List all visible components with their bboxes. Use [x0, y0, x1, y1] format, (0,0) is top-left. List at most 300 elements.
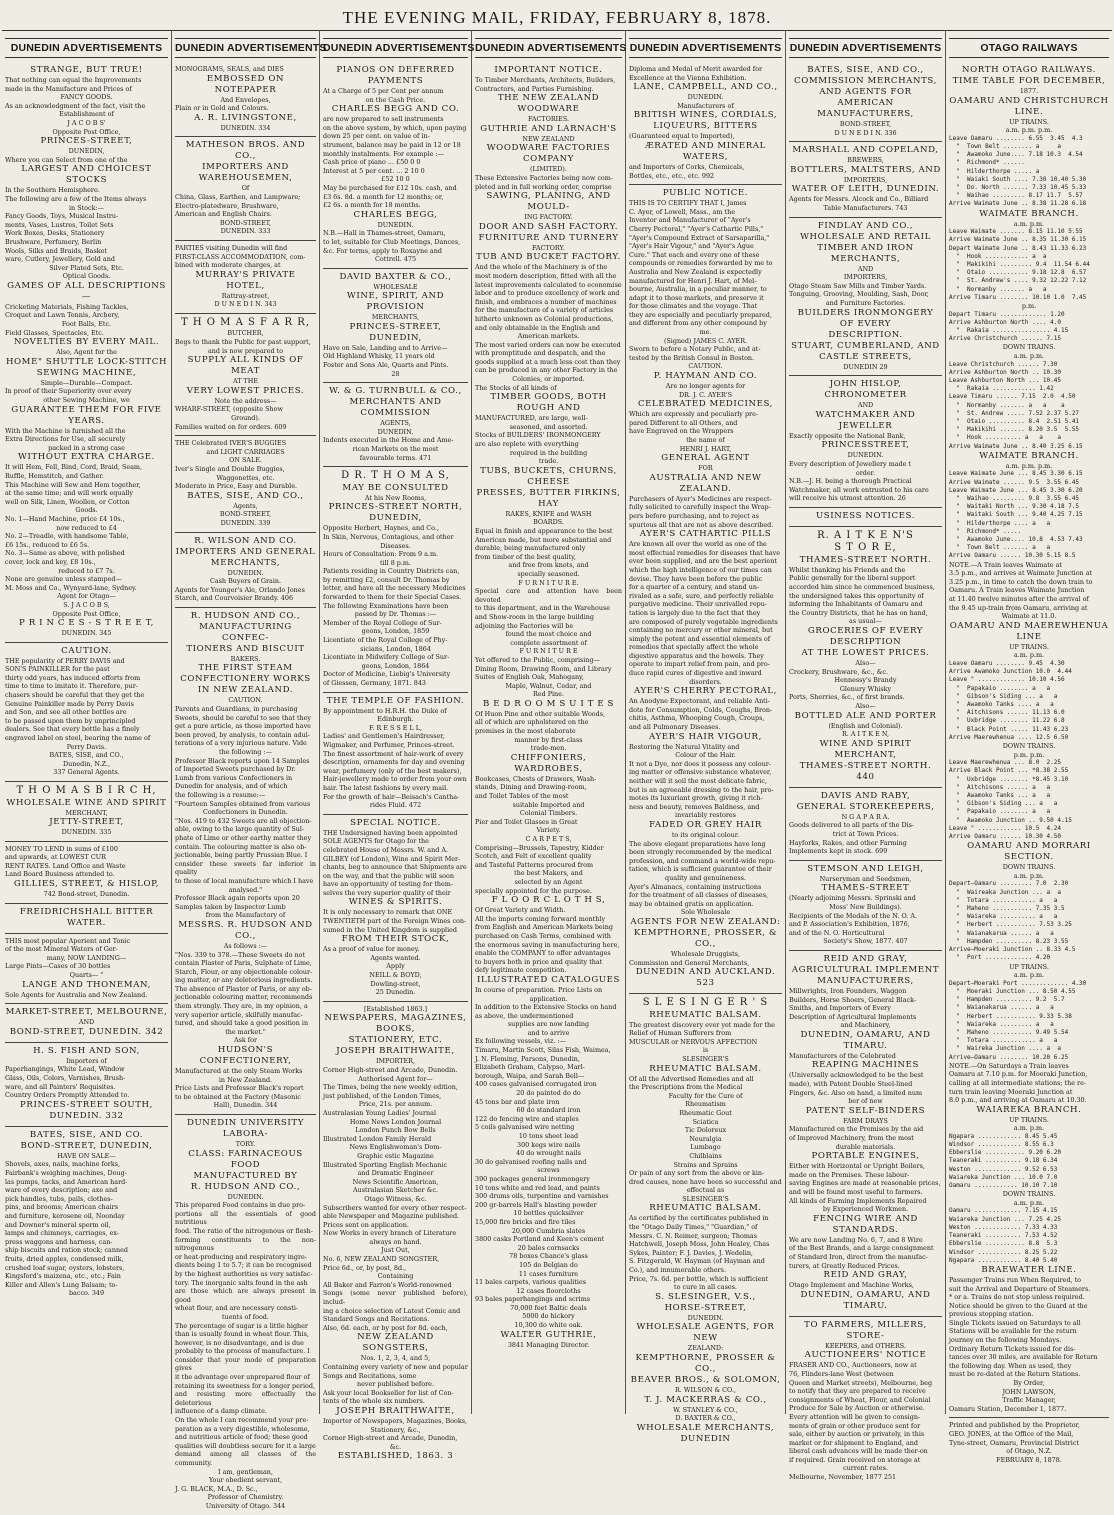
ad-text-line: las pumps, tacks, and American hard-: [5, 1177, 128, 1186]
ad-text-line: Price Lists and Professor Black's report: [175, 1084, 304, 1093]
ad-text-line: NORTH OTAGO RAILWAYS.: [962, 65, 1096, 75]
ad-text-line: Chilblains: [689, 1151, 722, 1160]
ad-text-line: " Waiareka ......... a a: [949, 1020, 1054, 1028]
ad-text-line: FRASER AND CO., Auctioneers, now at: [789, 1361, 917, 1370]
ad-text-line: It is only necessary to remark that ONE: [323, 908, 453, 917]
ad-text-line: Oamaru at 7.10 p.m. for Moeraki Junction,: [949, 1070, 1088, 1079]
ad-text-line: Killer and Allen's Lung Balsam; to-: [5, 1280, 118, 1289]
ad-text-line: Arrive Oamaru ...... 10.30 5.15 8.5: [949, 552, 1076, 560]
ad-text-line: 76, Flinders-lane West (between: [789, 1369, 894, 1378]
ad-text-line: Australasian Sketcher &c.: [352, 1186, 439, 1195]
ad-text-line: Fairbank's weighing machines, Doug-: [5, 1168, 127, 1177]
ad-text-line: THE FIRST STEAM CONFECTIONERY WORKS: [180, 663, 311, 685]
ad-text-line: In course of preparation. Price Lists on: [475, 985, 603, 994]
ad-text-line: Land Board Business attended to.: [5, 870, 115, 879]
ad-text-line: STUART, CUMBERLAND, AND CASTLE STREETS,: [791, 340, 940, 362]
ad-text-line: IMPORTERS AND GENERAL MERCHANTS,: [175, 546, 316, 568]
ad-text-line: DUNEDIN. 334: [220, 123, 271, 132]
ad-text-line: Glass, Oils, Colors, Varnishes, Brush-: [5, 1074, 126, 1082]
ad-text-line: Cottrell. 475: [374, 255, 417, 264]
ad-text-line: " Hampden .......... 8.23 3.55: [949, 937, 1069, 945]
ad-text-line: WHOLESALE: [373, 282, 418, 291]
ad-text-line: " Waianakarua ...... a a: [949, 1004, 1054, 1012]
ad-text-line: WINES & SPIRITS.: [348, 897, 443, 908]
ad-text-line: The most varied orders can now be executed: [475, 340, 621, 349]
ad-text-line: Where you can Select from one of the: [5, 155, 128, 164]
ad-text-line: qualities will doubtless secure for it a large: [175, 1441, 316, 1450]
ad-text-line: CHARLES BEGG AND CO.: [331, 104, 460, 115]
advertisement: [629, 62, 782, 185]
ad-text-line: Field Glasses, Spectacles, Etc.: [5, 328, 104, 337]
advertisement: [175, 608, 316, 1115]
ad-text-line: 3.5 p.m., and arrives at Waimate Junction at: [949, 569, 1093, 578]
ad-text-line: DUNEDIN.: [377, 220, 414, 229]
ad-text-line: Implements kept in stock. 699: [789, 847, 888, 856]
ad-text-line: durable materials.: [835, 1142, 896, 1151]
ad-text-line: BATES, SISE, and CO.,: [49, 751, 124, 760]
ad-text-line: No. 6, NEW ZEALAND SONGSTER,: [323, 1255, 440, 1264]
ad-text-line: Millwrights, Iron Founders, Waggon: [789, 986, 907, 995]
ad-text-line: WHOLESALE AGENTS, FOR NEW: [636, 1322, 775, 1344]
ad-text-line: Notice should be given to the Guard at the: [949, 1301, 1088, 1310]
ad-text-line: Patients residing in Country Districts can,: [323, 567, 460, 576]
ad-text-line: WINE AND SPIRIT MERCHANT,: [819, 738, 912, 760]
ad-text-line: BOND-STREET,: [839, 120, 892, 128]
ad-text-line: Silver Plated Sets, Etc.: [49, 263, 124, 272]
ad-text-line: SEWING MACHINE,: [36, 367, 137, 378]
ad-text-line: THE NEW ZEALAND WOODWARE: [497, 93, 600, 115]
ad-text-line: Passenger Trains run When Required, to: [949, 1275, 1082, 1284]
ad-text-line: to buyers both in price and quality that: [475, 957, 603, 966]
ad-text-line: the Country Districts, that he has on hand,: [789, 608, 928, 617]
ad-text-line: effectual as: [686, 1186, 725, 1195]
ad-text-line: bourne, Australia, in a peculiar manner, to: [629, 285, 767, 294]
ad-text-line: R. WILSON AND CO.: [194, 535, 297, 546]
ad-text-line: University of Otago. 344: [205, 1501, 286, 1510]
ad-text-line: AND: [857, 401, 874, 410]
ad-text-line: NEILL & BOYD,: [369, 971, 422, 980]
ad-text-line: Agent for Otago—: [57, 592, 116, 601]
ad-text-line: by Experienced Workmen.: [822, 1205, 909, 1214]
ad-text-line: [Established 1863.]: [363, 1004, 428, 1013]
ad-text-line: KEMPTHORNE, PROSSER, & CO.,: [633, 927, 778, 949]
ad-text-line: " Gibson's Siding ... a a: [949, 692, 1058, 700]
ad-text-line: purchased on Cash Terms, combined with: [475, 931, 611, 940]
ad-text-line: complete assortment of: [510, 638, 587, 647]
ad-text-line: " Awamoko June.... 10.8 4.53 7.43: [949, 536, 1083, 544]
ad-text-line: S L E S I N G E R ' S: [642, 997, 769, 1009]
ad-text-line: 5 coils galvanised wire netting: [475, 1123, 575, 1132]
ad-text-line: Ngapara ............ 8.45 5.45: [949, 1132, 1058, 1140]
ad-text-line: jectionable colouring matter, recommends: [175, 993, 313, 1002]
ad-text-line: ments, Vases, Lustres, Toilet Sets: [5, 220, 114, 229]
advertisement: [789, 788, 942, 861]
ad-text-line: OAMARU AND CHRISTCHURCH LINE.: [949, 95, 1109, 117]
ad-text-line: and will be found most useful to farmers.: [789, 1188, 923, 1196]
ad-text-line: News Scientific American,: [352, 1177, 439, 1186]
ad-text-line: for those climates and the voyage. That: [629, 302, 758, 311]
ad-text-line: the undersigned takes this opportunity of: [789, 591, 924, 600]
ad-text-line: WALTER GUTHRIE,: [500, 1329, 597, 1340]
ad-text-line: Fancy Goods, Toys, Musical Instru-: [5, 212, 119, 221]
ad-text-line: This prepared Food contains in due pro-: [175, 1201, 306, 1210]
ad-text-line: spurious all that are not as above described.: [629, 520, 774, 529]
ad-text-line: SAWING, PLANING, AND MOULD-: [486, 191, 611, 213]
column-1: [2, 30, 172, 1414]
ad-text-line: terations of a very injurious nature. Vide: [175, 739, 307, 748]
ad-text-line: TORY.: [235, 1140, 256, 1148]
ad-text-line: FREIDRICHSHALL BITTER WATER.: [19, 906, 154, 928]
ad-text-line: informing the Inhabitants of Oamaru and: [789, 600, 923, 609]
ad-text-line: 742 Bond-street, Dunedin.: [43, 890, 130, 899]
ad-text-line: " Gibson's Siding ... a a: [949, 800, 1058, 808]
ad-text-line: Arrive—Oamaru ........ 10.20 6.25: [949, 1053, 1069, 1061]
ad-text-line: Hair-jewellery made to order from your own: [323, 775, 467, 784]
ad-text-line: JOSEPH BRAITHWAITE,: [336, 1405, 455, 1416]
ad-text-line: " Maheno ........... 9.49 5.54: [949, 1028, 1069, 1036]
ad-text-line: DOWN TRAINS.: [1002, 742, 1056, 751]
ad-text-line: Licentiate in Midwifery College of Sur-: [323, 653, 450, 662]
ad-text-line: a.m. p.m.: [1013, 971, 1045, 980]
ad-text-line: With the Machine is furnished all the: [5, 426, 126, 435]
ad-text-line: Crockery, Brushware, &c., &c.: [789, 667, 889, 676]
ad-text-line: New Works in every branch of Literature: [323, 1229, 457, 1238]
ad-text-line: (LIMITED).: [530, 165, 567, 174]
ad-text-line: Are known all over the world as one of the: [629, 540, 767, 549]
ad-text-line: by the highest authorities as very satisfac-: [175, 1269, 313, 1278]
ad-text-line: KEEPERS, and OTHERS.: [825, 1341, 906, 1350]
ad-text-line: " Black Point ..... 11.43 6.23: [949, 725, 1069, 733]
ad-text-line: Goods delivered to all parts of the Dis-: [789, 821, 915, 830]
ad-text-line: " Hilderthorpe ..... a: [949, 167, 1040, 175]
ad-text-line: at the same time; and will work equally: [5, 489, 133, 498]
advertisement: [789, 1317, 942, 1486]
ad-text-line: Stations will be available for the return: [949, 1327, 1077, 1336]
ad-text-line: Parents and Guardians, in purchasing: [175, 705, 298, 714]
ad-text-line: UP TRAINS.: [1009, 117, 1049, 126]
advertisement: [949, 1418, 1109, 1468]
ad-text-line: NOVELTIES BY EVERY MAIL.: [13, 337, 160, 348]
ad-text-line: influence of a damp climate.: [175, 1407, 267, 1416]
ad-text-line: if required. Grain received on storage at: [789, 1455, 921, 1464]
ad-text-line: in New Zealand.: [218, 1075, 273, 1084]
ad-text-line: " Waihao ......... 8.17 11.7 5.57: [949, 192, 1083, 200]
ad-text-line: AGENTS FOR NEW ZEALAND:: [630, 916, 781, 927]
ad-text-line: from timber of the best quality,: [475, 552, 576, 561]
ad-text-line: DUNEDIN UNIVERSITY LABORA-: [186, 1118, 305, 1139]
advertisement: [629, 185, 782, 994]
ad-text-line: I am, gentleman,: [218, 1467, 273, 1476]
ad-text-line: GROCERIES OF EVERY DESCRIPTION: [807, 626, 924, 648]
ad-text-line: purgative medicine. Their unrivalled repu-: [629, 600, 767, 609]
ad-text-line: TWENTIETH part of the Foreign Wines con-: [323, 917, 467, 926]
ad-text-line: JETTY-STREET,: [49, 817, 124, 828]
ad-text-line: DAVIS AND RABY,: [820, 790, 911, 801]
ad-text-line: UP TRAINS.: [1009, 962, 1049, 971]
ad-text-line: dote for Consumption, Colds, Coughs, Bron-: [629, 705, 773, 714]
ad-text-line: " Aitchisons ...... 11.13 6.0: [949, 709, 1065, 717]
ad-text-line: chasers should be careful that they get the: [5, 691, 145, 700]
ad-text-line: Subscribers wanted for every other respect-: [323, 1203, 467, 1212]
ad-text-line: are also replete with everything: [475, 440, 579, 449]
ad-text-line: " Otaio .......... 8.4 2.51 5.41: [949, 418, 1080, 426]
ad-text-line: IN NEW ZEALAND.: [197, 685, 294, 696]
ad-text-line: Leave Waimate June ... 8.45 3.30 6.20: [949, 486, 1083, 494]
ad-text-line: other Sewing Machine, we: [43, 396, 130, 405]
ad-text-line: are composed of purely vegetable ingredients: [629, 617, 778, 626]
ad-text-line: Note the address—: [214, 396, 277, 405]
ad-text-line: required in the building: [509, 448, 588, 457]
ad-text-line: BRAEWATER LINE.: [981, 1264, 1077, 1275]
ad-text-line: (Guaranteed equal to Imported),: [629, 132, 735, 141]
ad-text-line: Rattray-street,: [221, 291, 270, 300]
ad-text-line: DUNEDIN, OAMARU, AND TIMARU.: [800, 1289, 931, 1311]
ad-text-line: 122 do fencing wire and staples: [475, 1114, 579, 1123]
ad-text-line: By appointment to H.R.H. the Duke of: [323, 706, 447, 715]
ad-text-line: Leave " ............ 10.5 4.24: [949, 824, 1061, 832]
ad-text-line: In Skin, Nervous, Contagious, and other: [323, 532, 454, 541]
advertisement: [323, 693, 468, 815]
ad-text-line: " St. Andrew's .... 9.32 12.22 7.12: [949, 277, 1087, 285]
ad-text-line: " Rakaia ................ 4.15: [949, 327, 1069, 335]
ad-text-line: monthly instalments. For example :—: [323, 149, 444, 158]
ad-text-line: Rheumatic Gout: [679, 1108, 732, 1117]
ad-text-line: Purchasers of Ayer's Medicines are respect-: [629, 494, 772, 503]
ad-text-line: Sykes, Painter; F. J. Davies, J. Wedelin,: [629, 1248, 753, 1257]
ad-text-line: a.m. p.m. p.m.: [1005, 126, 1053, 135]
ad-text-line: labor and to produce excellency of work and: [475, 289, 620, 298]
ad-text-line: Also—: [855, 659, 876, 668]
ad-text-line: ber of new: [848, 1097, 883, 1106]
ad-text-line: P R I N C E S - S T R E E T,: [19, 618, 154, 629]
ad-text-line: and furniture, kerosene oil, Noonday: [5, 1211, 125, 1220]
ad-text-line: rivaled as a safe, sure, and perfectly reliable: [629, 591, 774, 600]
ad-text-line: (Signed) JAMES C. AYER.: [663, 336, 748, 345]
advertisement: [789, 376, 942, 508]
advertisement: [5, 782, 168, 842]
ad-text-line: WAIMATE BRANCH.: [979, 450, 1079, 461]
column-3: [320, 30, 475, 1462]
ad-text-line: DUNEDIN 29: [843, 362, 888, 371]
ad-text-line: BRITISH WINES, CORDIALS,: [633, 110, 778, 121]
ad-text-line: THAMES-STREET NORTH. 440: [799, 760, 932, 782]
ad-text-line: order.: [855, 468, 876, 477]
ad-text-line: favourable terms. 471: [359, 453, 432, 462]
ad-text-line: made), with Patent Double Steel-lined: [789, 1080, 913, 1089]
ad-text-line: Leave Oamaru ........ 9.45 4.30: [949, 660, 1065, 668]
ad-text-line: AT THE: [232, 377, 259, 386]
ad-text-line: PARTIES visiting Dunedin will find: [175, 243, 288, 252]
ad-text-line: Exactly opposite the National Bank,: [789, 431, 906, 440]
ad-text-line: may be obtained gratis on application.: [629, 899, 754, 908]
ad-text-line: BAKERS.: [230, 654, 261, 663]
ad-text-line: KEMPTHORNE, PROSSER & CO.,: [635, 1353, 776, 1374]
ad-text-line: Importers of: [66, 1056, 107, 1065]
ad-text-line: " Aitchisons ...... a a: [949, 783, 1051, 791]
ad-text-line: (Nearly adjoining Messrs. Sprinski and: [789, 894, 916, 903]
ad-text-line: OAMARU AND MAEREWHENUA LINE: [949, 620, 1109, 642]
ad-text-line: Comprising—Brussels, Tapestry, Kidder: [475, 843, 604, 852]
ad-text-line: Ngapara ............ 8.40 5.40: [949, 1256, 1058, 1264]
ad-text-line: " Richmond* .....: [949, 527, 1022, 535]
ad-text-line: AGENTS,: [380, 419, 411, 428]
ad-text-line: and LIGHT CARRIAGES: [206, 447, 285, 456]
ad-text-line: tation, which is sufficient guarantee of their: [629, 865, 772, 874]
ad-text-line: Sole Agents for Australia and New Zealand.: [5, 990, 148, 999]
ad-text-line: Sole Wholesale: [680, 908, 731, 917]
ad-text-line: Tonguing, Grooving, Moulding, Sash, Door,: [789, 290, 929, 299]
ad-text-line: Yet offered to the Public, comprising—: [475, 655, 600, 664]
ad-text-line: WAIMATE BRANCH.: [979, 208, 1079, 219]
ad-text-line: Agents,: [233, 501, 258, 510]
ad-text-line: disorders.: [689, 677, 722, 686]
ad-text-line: packed in a strong case: [48, 443, 125, 452]
ad-text-line: S. J A C O B S,: [63, 600, 110, 609]
ad-text-line: by remitting £2, consult Dr. Thomas by: [323, 575, 450, 584]
ad-text-line: hair. The latest fashions by every mail.: [323, 783, 449, 792]
ad-text-line: Depart—Moeraki Port ............. 4.30: [949, 979, 1087, 987]
ad-text-line: Of: [241, 184, 250, 193]
ad-text-line: &c.: [389, 1442, 402, 1451]
ad-text-line: Wigmaker, and Perfumer, Princes-street.: [323, 740, 455, 749]
ad-text-line: The Stocks of all kinds of: [475, 383, 557, 392]
advertisement: [789, 142, 942, 217]
ad-text-line: Lumbago: [690, 1143, 721, 1152]
ad-text-line: P. HAYMAN AND CO.: [653, 371, 758, 382]
ad-text-line: " Waitaki North ... 9.30 4.18 7.5: [949, 503, 1080, 511]
ad-text-line: adjoining the Factories will be: [475, 621, 574, 630]
ad-text-line: BATES, SISE, AND CO.: [29, 1129, 144, 1140]
ad-text-line: Interest at 5 per cent. ... 2 10 0: [323, 166, 425, 175]
ad-text-line: " Do. North ....... 7.33 10.45 5.33: [949, 184, 1087, 191]
ad-text-line: RHEUMATIC BALSAM.: [649, 1203, 762, 1214]
ad-text-line: demand among all classes of the community.: [175, 1450, 316, 1467]
ad-text-line: to its original colour.: [671, 830, 740, 839]
ad-text-line: JOHN LAWSON,: [1002, 1387, 1056, 1396]
ad-text-line: Manufacturers of: [677, 101, 734, 110]
ad-text-line: PRINCES-STREET NORTH, DUNEDIN,: [328, 502, 463, 524]
ad-text-line: China, Glass, Earthen, and Lampware;: [175, 192, 301, 201]
ad-text-line: compounds or remedies forwarded by me to: [629, 259, 773, 268]
ad-text-line: Arrive Ashburton North .... 4.0: [949, 318, 1061, 326]
ad-text-line: devise. They have been before the public: [629, 574, 763, 583]
ad-text-line: Starch, and Courvoisier Brandy. 406: [175, 594, 294, 603]
ad-text-line: tents of the whole six numbers.: [323, 1397, 425, 1406]
ad-text-line: well on Silk, Linen, Woollen, or Cotton: [5, 497, 130, 506]
ad-text-line: ZEALAND:: [687, 1344, 724, 1353]
ad-text-line: DUNEDIN.: [227, 1192, 264, 1201]
ad-text-line: Australasian Young Ladies' Journal: [323, 1108, 437, 1117]
ad-text-line: GAMES OF ALL DESCRIPTIONS—: [7, 280, 166, 302]
ad-text-line: Fingers, &c. Also on hand, a limited num: [789, 1088, 922, 1097]
ad-text-line: " Normanby ....... a a a: [949, 401, 1065, 409]
ad-text-line: EMBOSSED ON NOTEPAPER: [206, 73, 285, 95]
ad-text-line: 105 do Belgian do: [519, 1260, 578, 1269]
ad-text-line: 12 cases floorcloths: [516, 1286, 581, 1295]
ad-text-line: me.: [699, 328, 712, 337]
ad-text-line: and nutritious article of food; these good: [175, 1433, 308, 1442]
ad-text-line: WINE, SPIRIT, AND PROVISION: [346, 291, 445, 313]
ad-text-line: Ordinary Return Tickets issued for dis-: [949, 1344, 1076, 1353]
ad-text-line: Produce for Sale by Auction or otherwise.: [789, 1404, 925, 1413]
ad-text-line: specially seasoned.: [517, 569, 580, 578]
ad-text-line: " Waiareka .......... a a: [949, 913, 1058, 921]
ad-text-line: THE TEMPLE OF FASHION.: [326, 695, 465, 706]
ad-text-line: REID AND GRAY,: [823, 1270, 908, 1281]
ad-text-line: " Waihao ......... 9.8 3.55 6.45: [949, 495, 1080, 503]
ad-text-line: the "Otago Daily Times," "Guardian," of: [629, 1223, 758, 1232]
ad-text-line: CHRONOMETER: [824, 390, 907, 401]
ad-text-line: J. G. BLACK, M.A., D. Sc.,: [175, 1484, 258, 1493]
ad-text-line: Timaru, Martin Scott, Silas Fish, Waimea,: [475, 1046, 611, 1055]
ad-text-line: and Show-room in the large building: [475, 612, 594, 621]
ad-text-line: "Nos. 339 to 378.—These Sweets do not: [175, 950, 306, 959]
ad-text-line: Illustrated London Family Herald: [323, 1134, 432, 1143]
ad-text-line: Diploma and Medal of Merit awarded for: [629, 65, 763, 73]
ad-text-line: Glenury Whisky: [839, 684, 892, 693]
ad-text-line: Every attention will be given to consign-: [789, 1412, 921, 1421]
ad-text-line: American markets.: [517, 332, 580, 341]
ad-text-line: BREWERS,: [847, 156, 884, 165]
column-heading: DUNEDIN ADVERTISEMENTS: [5, 38, 168, 58]
ad-text-line: " Makikihi ....... 8.20 3.5 5.55: [949, 426, 1080, 434]
ad-text-line: at 11.40 twelve minutes after the arrival of: [949, 595, 1089, 604]
ad-text-line: MERCHANTS,: [371, 313, 420, 322]
ad-text-line: NEW ZEALAND SONGSTERS,: [357, 1332, 434, 1354]
ad-text-line: DR. J. C. AYER'S: [678, 390, 733, 399]
ad-text-line: probably to the process of manufacture. I: [175, 1347, 310, 1356]
ad-text-line: Tyne-street, Oamaru, Provincial District: [949, 1438, 1079, 1447]
ad-text-line: selves the very superior quality of their: [323, 888, 451, 897]
advertisement: [323, 269, 468, 384]
ad-text-line: DUNEDIN.: [377, 427, 414, 436]
ad-text-line: saving Engines are made at reasonable prices,: [789, 1179, 941, 1188]
ad-text-line: on the above system, by which, upon paying: [323, 123, 467, 132]
ad-text-line: That nothing can equal the Improvements: [5, 76, 142, 84]
ad-text-line: Sworn to before a Notary Public, and at-: [629, 345, 761, 354]
ad-text-line: Ground).: [231, 413, 260, 422]
ad-text-line: Perry Davis.: [66, 742, 107, 751]
ad-text-line: simply the potent and essential elements of: [629, 634, 771, 643]
ad-text-line: Professor of Chemistry.: [207, 1493, 284, 1502]
ad-text-line: WHOLESALE AND RETAIL: [800, 231, 931, 242]
ad-text-line: " Papakaio ........ a a: [949, 684, 1051, 692]
ad-text-line: crushed loaf sugar, oysters, lobsters,: [5, 1263, 125, 1272]
ad-text-line: Red Pine.: [533, 690, 564, 699]
ad-text-line: a.m. p.m.: [1013, 352, 1045, 361]
ad-text-line: Foster and Sons Ale, Quarts and Pints.: [323, 361, 449, 370]
ad-text-line: 400 cases galvanised corrugated iron: [475, 1080, 597, 1089]
ad-text-line: NOTE.—A Train leaves Waimate at: [949, 560, 1062, 569]
ad-text-line: bined with moderate charges, at: [175, 261, 281, 270]
ad-text-line: Electro-platedware, Brushware,: [175, 201, 279, 210]
ad-text-line: Inventor and Manufacturer of "Ayer's: [629, 216, 751, 225]
ad-text-line: And the whole of the Machinery is of the: [475, 263, 608, 272]
ad-text-line: The Times, being the new weekly edition,: [323, 1083, 458, 1092]
ad-text-line: ness and beauty, removes Baldness, and: [629, 802, 760, 811]
ad-text-line: 3841 Managing Director.: [507, 1340, 590, 1349]
ad-text-line: ware, Cutlery, Jewellery, Gold and: [5, 255, 115, 264]
ad-text-line: duce rapid cures of digestive and inward: [629, 669, 762, 678]
ad-text-line: " Waiaki South .... 7.30 10.40 5.30: [949, 175, 1087, 183]
ad-text-line: Colonial Timbers.: [519, 809, 578, 818]
ad-text-line: AND: [78, 1018, 95, 1027]
ad-text-line: " Otaio ........... 9.18 12.8 6.57: [949, 269, 1087, 277]
ad-text-line: as usual—: [849, 617, 882, 626]
ad-text-line: most modern description, fitted with all the: [475, 271, 617, 280]
ad-text-line: defy legitimate competition.: [475, 966, 567, 975]
ad-text-line: C. Ayer, of Lowell, Mass., am the: [629, 207, 735, 216]
